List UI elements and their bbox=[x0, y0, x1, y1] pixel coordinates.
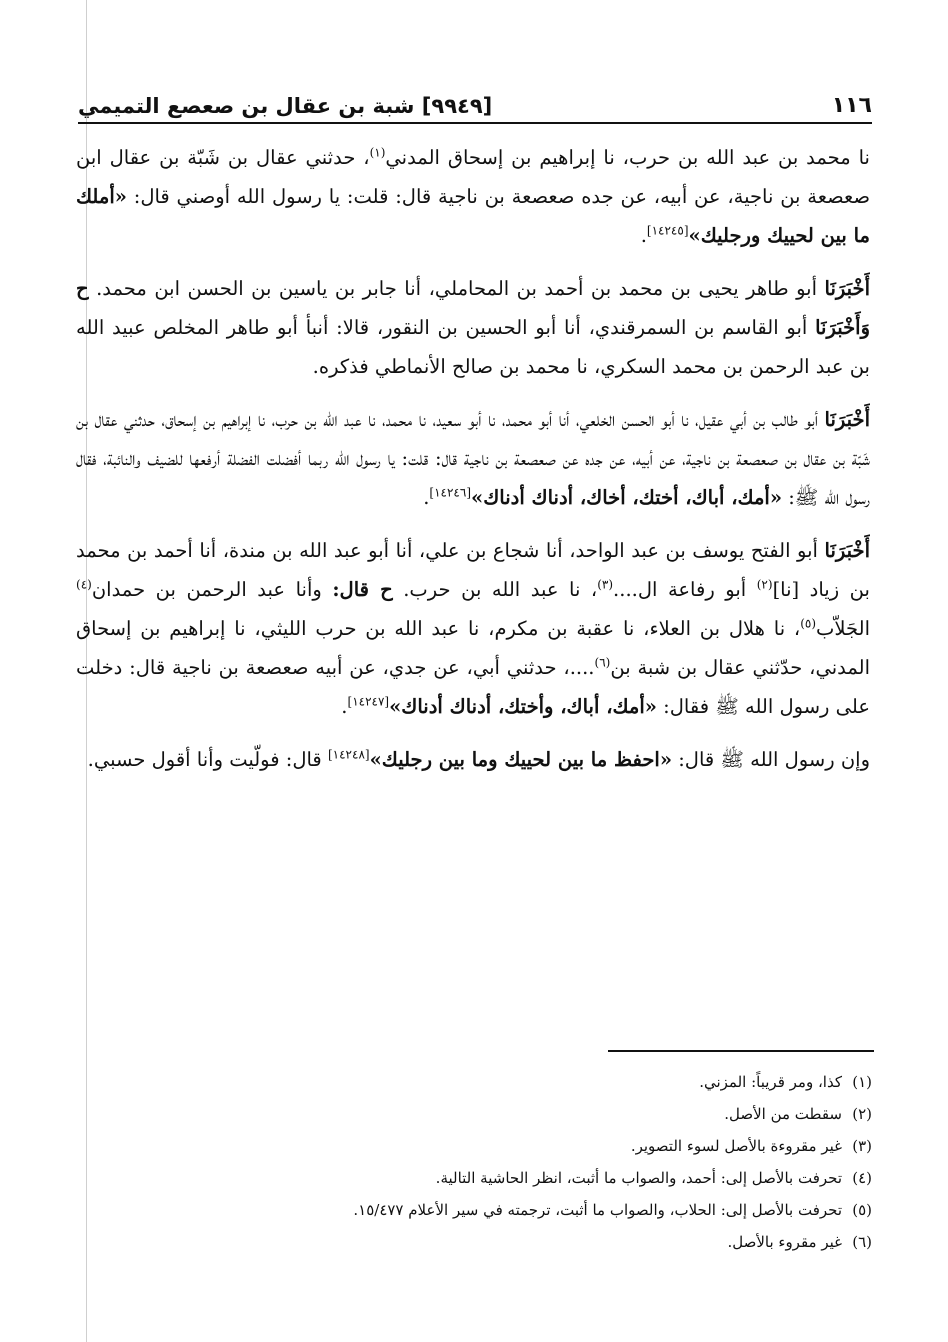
footnote-text: كذا، ومر قريباً: المزني. bbox=[699, 1073, 842, 1091]
text-run: . bbox=[423, 486, 430, 509]
paragraph-4 bbox=[76, 531, 870, 726]
lead-word: أَخْبَرَنَا bbox=[824, 539, 870, 562]
footnote-item bbox=[180, 1162, 872, 1194]
text-run: ، نا عبد الله بن حرب. bbox=[392, 578, 598, 601]
footnote-item bbox=[180, 1226, 872, 1258]
hadith-text: «أمك، أباك، أختك، أخاك، أدناك أدناك» bbox=[471, 486, 783, 509]
hadith-number: [١٤٢٤٥] bbox=[646, 223, 689, 238]
text-run: نا محمد بن عبد الله بن حرب، نا إبراهيم بن إسحاق المدني bbox=[385, 146, 870, 169]
tahwil-marker: ح وَأَخْبَرَنَا bbox=[76, 277, 870, 339]
paragraph-5 bbox=[76, 740, 870, 779]
hadith-text: «احفظ ما بين لحييك وما بين رجليك» bbox=[369, 748, 673, 771]
text-run: الجَلاّب bbox=[816, 617, 870, 640]
footnote-item bbox=[180, 1130, 872, 1162]
text-run: ، نا هلال بن العلاء، نا عقبة بن مكرم، نا عبد الله بن حرب الليثي، نا إبراهيم بن إسحاق المدني، حدّثني عقال بن شبة بن bbox=[76, 617, 870, 679]
text-run: ....، حدثني أبي، عن جدي، عن أبيه صعصعة بن ناجية قال: دخلت على رسول الله ﷺ فقال: bbox=[76, 656, 870, 718]
footnote-marker: (٥) bbox=[800, 616, 817, 631]
text-run: قال: فولّيت وأنا أقول حسبي. bbox=[87, 748, 328, 771]
footnote-text: سقطت من الأصل. bbox=[724, 1105, 842, 1123]
hadith-text: «أملك ما بين لحييك ورجليك» bbox=[76, 185, 870, 247]
text-run: أبو القاسم بن السمرقندي، أنا أبو الحسين بن النقور، قالا: أنبأ أبو طاهر المخلص عبيد الله بن عبد الرحمن بن محمد السكري، نا محمد بن صالح الأنماطي فذكره. bbox=[76, 316, 870, 378]
paragraph-1 bbox=[76, 138, 870, 255]
footnote-marker: (٢) bbox=[756, 577, 773, 592]
footnote-marker: (١) bbox=[369, 145, 386, 160]
running-title: [٩٩٤٩] شبة بن عقال بن صعصع التميمي bbox=[78, 94, 493, 118]
text-run: وإن رسول الله ﷺ قال: bbox=[672, 748, 870, 771]
footnotes bbox=[180, 1066, 872, 1286]
footnote-item bbox=[180, 1194, 872, 1226]
hadith-text: «أمك، أباك، وأختك، أدناك أدناك» bbox=[389, 695, 657, 718]
text-run: أبو رفاعة ال.... bbox=[613, 578, 757, 601]
footnote-number: (١) bbox=[852, 1073, 872, 1091]
page-header bbox=[78, 82, 872, 124]
hadith-number: [١٤٢٤٦] bbox=[429, 485, 472, 500]
main-text bbox=[76, 138, 870, 1038]
text-run: أبو الفتح يوسف بن عبد الواحد، أنا شجاع بن علي، أنا أبو عبد الله بن مندة، أنا أحمد بن محمد بن زياد [نا] bbox=[76, 539, 870, 601]
paragraph-2 bbox=[76, 269, 870, 386]
footnote-marker: (٣) bbox=[597, 577, 614, 592]
footnote-marker: (٤) bbox=[76, 577, 92, 592]
footnote-item bbox=[180, 1066, 872, 1098]
footnote-text: غير مقروء بالأصل. bbox=[727, 1233, 842, 1251]
hadith-number: [١٤٢٤٧] bbox=[347, 694, 390, 709]
footnote-item bbox=[180, 1098, 872, 1130]
lead-word: أَخْبَرَنَا bbox=[824, 408, 870, 431]
paragraph-3 bbox=[76, 400, 870, 517]
text-run: . bbox=[341, 695, 348, 718]
tahwil-marker: ح قال: bbox=[332, 578, 393, 601]
text-run: وأنا عبد الرحمن بن حمدان bbox=[91, 578, 333, 601]
page-number: ١١٦ bbox=[831, 93, 872, 118]
lead-word: أَخْبَرَنَا bbox=[824, 277, 870, 300]
footnote-separator bbox=[608, 1050, 874, 1052]
footnote-number: (٥) bbox=[852, 1201, 872, 1219]
text-run: أبو طالب بن أبي عقيل، نا أبو الحسن الخلعي، أنا أبو محمد، نا أبو سعيد، نا محمد، نا عبد الله بن حرب، نا إبراهيم بن إسحاق، حدثني عقال بن شَبّة بن عقال بن صعصعة بن ناجية، عن أبيه، عن جده عن صعصعة بن ناجية قال: قلت: يا رسول الله ربما أفضلت الفضلة أرفعها للضيف والنائبة، فقال رسول الله ﷺ: bbox=[76, 408, 870, 509]
text-run: ، حدثني عقال بن شَبّة بن عقال ابن صعصعة بن ناجية، عن أبيه، عن جده صعصعة بن ناجية قال: قلت: يا رسول الله أوصني قال: bbox=[76, 146, 870, 208]
footnote-marker: (٦) bbox=[594, 655, 611, 670]
hadith-number: [١٤٢٤٨] bbox=[327, 747, 370, 762]
footnote-text: غير مقروءة بالأصل لسوء التصوير. bbox=[630, 1137, 842, 1155]
footnote-number: (٦) bbox=[852, 1233, 872, 1251]
footnote-text: تحرفت بالأصل إلى: أحمد، والصواب ما أثبت، انظر الحاشية التالية. bbox=[435, 1169, 842, 1187]
footnote-number: (٤) bbox=[852, 1169, 872, 1187]
footnote-number: (٢) bbox=[852, 1105, 872, 1123]
text-run: . bbox=[640, 224, 647, 247]
footnote-number: (٣) bbox=[852, 1137, 872, 1155]
text-run: أبو طاهر يحيى بن محمد بن أحمد بن المحاملي، أنا جابر بن ياسين بن الحسن ابن محمد. bbox=[88, 277, 825, 300]
footnote-text: تحرفت بالأصل إلى: الحلاب، والصواب ما أثبت، ترجمته في سير الأعلام ١٥/٤٧٧. bbox=[353, 1201, 842, 1219]
